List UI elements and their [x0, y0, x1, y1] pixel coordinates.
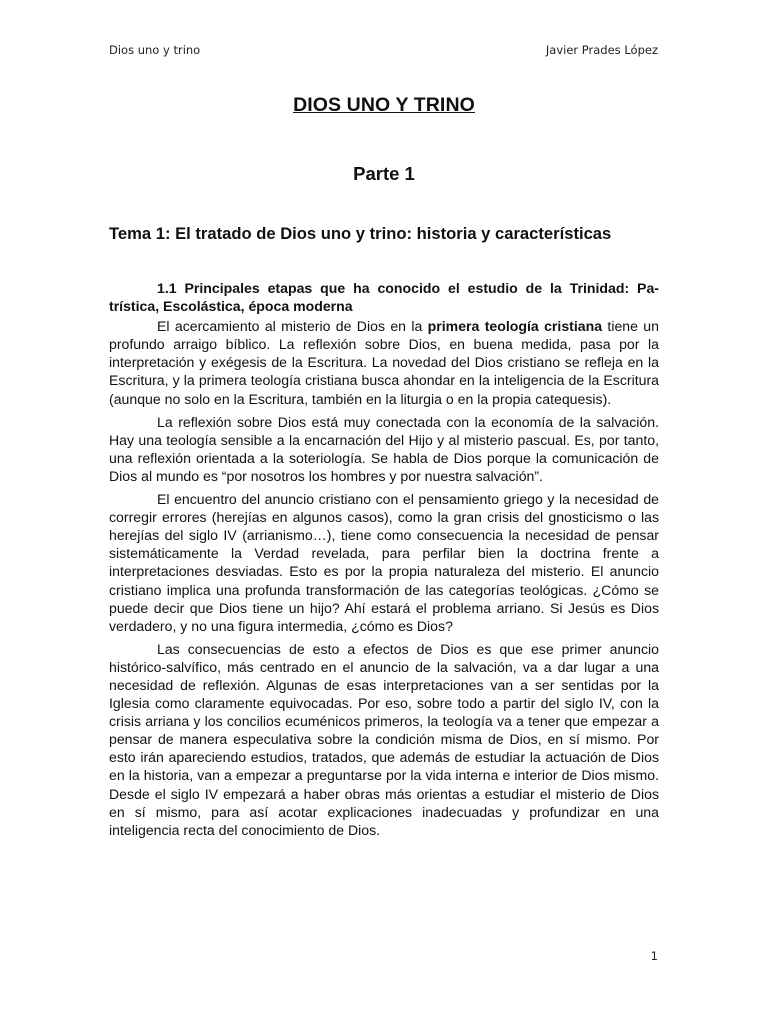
paragraph-3: El encuentro del anuncio cristiano con el pensamiento griego y la necesidad de corregir errores (herejías en algunos casos), como la gran crisis del gnosticismo o las herejías del siglo IV (arrianismo…), tiene como consecuencia la necesidad de pensar sistemáticamente la Verdad revelada, para perfilar bien la doctrina frente a interpretaciones desviadas. Esto es por la propia naturaleza del misterio. El anuncio cristiano implica una profunda transformación de las categorías teológicas. ¿Cómo se puede decir que Dios tiene un hijo? Ahí estará el problema arriano. Si Jesús es Dios verdadero, y no una figura intermedia, ¿cómo es Dios?: [109, 491, 659, 634]
paragraph-2: La reflexión sobre Dios está muy conectada con la economía de la salvación. Hay una teología sensible a la encarnación del Hijo y al misterio pascual. Es, por tanto, una reflexión orientada a la soteriología. Se habla de Dios porque la comunicación de Dios al mundo es “por nosotros los hombres y por nuestra salvación”.: [109, 413, 659, 484]
document-title: DIOS UNO Y TRINO: [293, 94, 475, 116]
paragraph-1-start: El acercamiento al misterio de Dios en la: [157, 318, 428, 335]
paragraph-1-bold-term: primera teología cristiana: [427, 318, 603, 335]
section-heading: 1.1 Principales etapas que ha conocido el estudio de la Trinidad: Patrística, Escolástica, época moderna: [109, 280, 659, 315]
body-text: [109, 279, 659, 844]
header-left-title: Dios uno y trino: [109, 43, 201, 57]
part-title: Parte 1: [353, 163, 415, 184]
theme-title: Tema 1: El tratado de Dios uno y trino: historia y características: [109, 224, 612, 243]
header-author: Javier Prades López: [545, 43, 658, 57]
running-header: [109, 43, 658, 57]
page-number: 1: [650, 949, 658, 963]
paragraph-4: Las consecuencias de esto a efectos de Dios es que ese primer anuncio histórico-salvífico, más centrado en el anuncio de la salvación, va a dar lugar a una necesidad de reflexión. Algunas de esas interpretaciones van a ser sentidas por la Iglesia como claramente equivocadas. Por eso, sobre todo a partir del siglo IV, con la crisis arriana y los concilios ecuménicos primeros, la teología va a tener que empezar a pensar de manera especulativa sobre la condición misma de Dios, en sí mismo. Por esto irán apareciendo estudios, tratados, que además de estudiar la actuación de Dios en la historia, van a empezar a preguntarse por la vida interna e interior de Dios mismo. Desde el siglo IV empezará a haber obras más orientas a estudiar el misterio de Dios en sí mismo, para así acotar explicaciones inadecuadas y profundizar en una inteligencia recta del conocimiento de Dios.: [109, 640, 659, 838]
paragraph-1-end: tiene un profundo arraigo bíblico. La reflexión sobre Dios, en buena medida, pasa por la interpretación y exégesis de la Escritura. La novedad del Dios cristiano se refleja en la Escritura, y la primera teología cristiana busca ahondar en la inteligencia de la Escritura (aunque no solo en la Escritura, también en la liturgia o en la propia catequesis).: [109, 318, 659, 407]
paragraph-1: [109, 317, 659, 407]
